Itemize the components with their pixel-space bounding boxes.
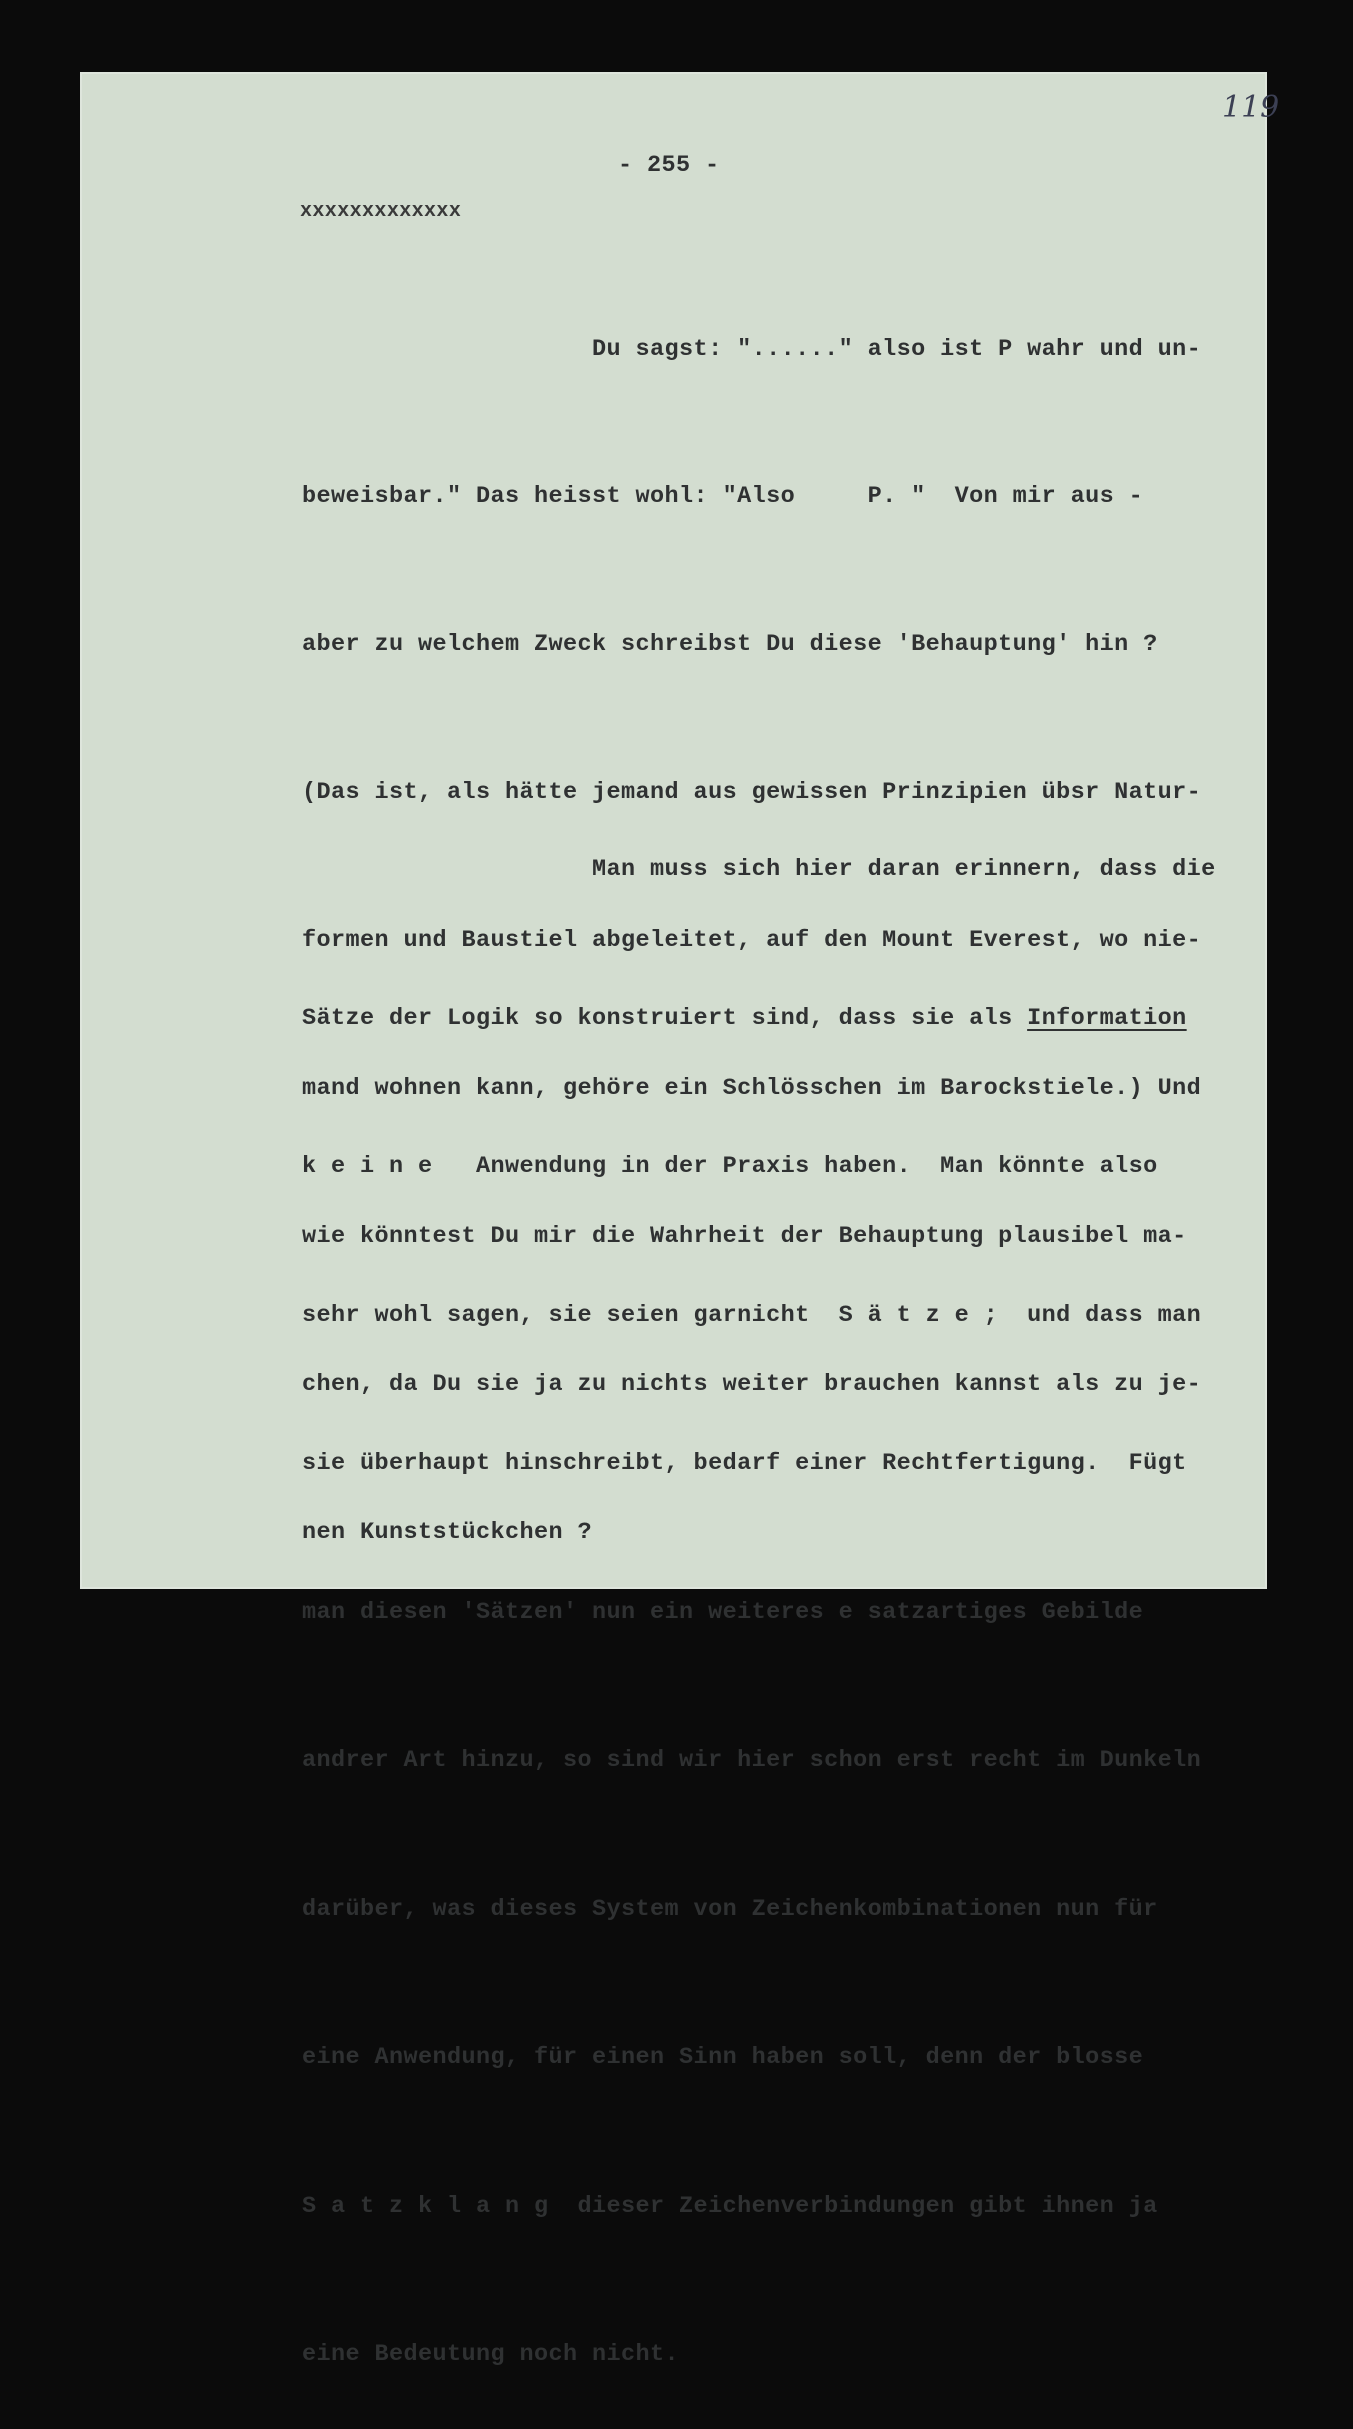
text-line: Man muss sich hier daran erinnern, dass die <box>302 856 1216 883</box>
paragraph-2 <box>302 746 1216 2429</box>
text-line: Du sagst: "......" also ist P wahr und un- <box>302 335 1202 363</box>
text-line: S a t z k l a n g dieser Zeichenverbindungen gibt ihnen ja <box>302 2192 1158 2220</box>
page-number: - 255 - <box>618 152 720 179</box>
text-line: darüber, was dieses System von Zeichenkombinationen nun für <box>302 1895 1158 1923</box>
text-line: formen und Baustiel abgeleitet, auf den Mount Everest, wo nie- <box>302 927 1202 955</box>
text-line: chen, da Du sie ja zu nichts weiter brauchen kannst als zu je- <box>302 1370 1202 1398</box>
struck-out-word: xxxxxxxxxxxxx <box>300 200 462 223</box>
text-line: man diesen 'Sätzen' nun ein weiteres e satzartiges Gebilde <box>302 1598 1144 1626</box>
text-line: mand wohnen kann, gehöre ein Schlösschen im Barockstiele.) Und <box>302 1075 1202 1103</box>
text-line: andrer Art hinzu, so sind wir hier schon erst recht im Dunkeln <box>302 1747 1202 1774</box>
text-line: eine Anwendung, für einen Sinn haben soll, denn der blosse <box>302 2044 1144 2071</box>
text-line: sehr wohl sagen, sie seien garnicht S ä t z e ; und dass man <box>302 1301 1202 1329</box>
text-line: wie könntest Du mir die Wahrheit der Behauptung plausibel ma- <box>302 1222 1187 1250</box>
text-line: nen Kunststückchen ? <box>302 1518 593 1546</box>
text-line: sie überhaupt hinschreibt, bedarf einer Rechtfertigung. Fügt <box>302 1450 1187 1477</box>
text-line <box>302 994 1216 1044</box>
text-line: beweisbar." Das heisst wohl: "Also P. " Von mir aus - <box>302 483 1144 511</box>
text-line: eine Bedeutung noch nicht. <box>302 2341 680 2368</box>
text-line: k e i n e Anwendung in der Praxis haben. Man könnte also <box>302 1153 1158 1180</box>
text-line: (Das ist, als hätte jemand aus gewissen Prinzipien übsr Natur- <box>302 779 1202 807</box>
text-line: aber zu welchem Zweck schreibst Du diese 'Behauptung' hin ? <box>302 631 1158 659</box>
underlined-word: Information <box>1027 1004 1187 1032</box>
text-segment: Sätze der Logik so konstruiert sind, dass sie als <box>302 1004 1028 1032</box>
folio-number: 119 <box>1222 90 1280 125</box>
